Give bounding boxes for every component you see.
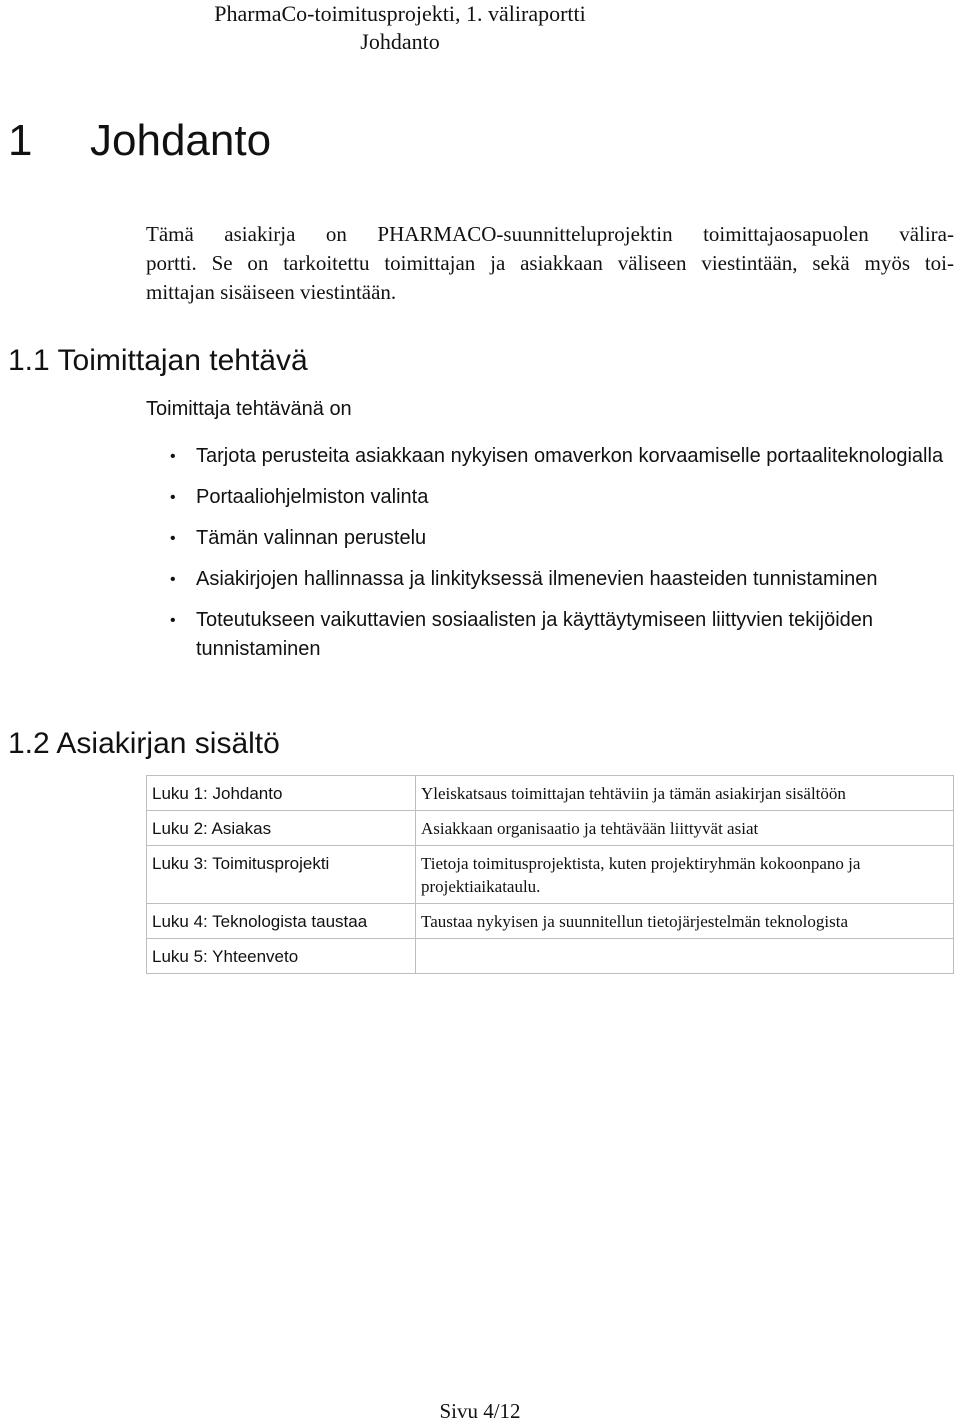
section-lead-text: Toimittaja tehtävänä on	[146, 398, 352, 420]
section-title: Asiakirjan sisältö	[56, 727, 280, 760]
table-cell-description: Asiakkaan organisaatio ja tehtävään liittyvät asiat	[416, 811, 954, 846]
table-cell-chapter: Luku 4: Teknologista taustaa	[147, 904, 416, 939]
section-number: 1.1	[8, 344, 50, 377]
page-number: Sivu 4/12	[439, 1399, 521, 1423]
task-list	[170, 442, 960, 676]
list-item	[170, 442, 960, 471]
table-cell-description: Taustaa nykyisen ja suunnitellun tietojärjestelmän teknologista	[416, 904, 954, 939]
table-row	[147, 811, 954, 846]
list-item	[170, 483, 960, 512]
table-cell-description: Yleiskatsaus toimittajan tehtäviin ja tämän asiakirjan sisältöön	[416, 776, 954, 811]
list-item	[170, 565, 960, 594]
contents-table	[146, 775, 954, 974]
intro-line: Tämä asiakirja on PHARMACO-suunnitteluprojektin toimittajaosapuolen välira-	[146, 222, 954, 246]
chapter-heading	[8, 113, 271, 169]
bullet-icon: •	[170, 612, 176, 629]
list-item-text: Tämän valinnan perustelu	[196, 527, 427, 549]
header-document-title: PharmaCo-toimitusprojekti, 1. väliraportti	[214, 1, 586, 26]
running-header	[0, 0, 800, 56]
chapter-number: 1	[8, 116, 33, 165]
intro-line: portti. Se on tarkoitettu toimittajan ja asiakkaan väliseen viestintään, sekä myös toi-	[146, 251, 954, 275]
section-title: Toimittajan tehtävä	[57, 344, 308, 377]
bullet-icon: •	[170, 448, 176, 465]
section-heading-1-2	[8, 725, 280, 763]
list-item-text: Toteutukseen vaikuttavien sosiaalisten ja käyttäytymiseen liittyvien tekijöiden tunnistaminen	[196, 609, 874, 660]
bullet-icon: •	[170, 571, 176, 588]
table-row	[147, 939, 954, 974]
section-heading-1-1	[8, 342, 308, 380]
bullet-icon: •	[170, 530, 176, 547]
list-item-text: Asiakirjojen hallinnassa ja linkityksessä ilmenevien haasteiden tunnistaminen	[196, 568, 878, 590]
header-chapter-title: Johdanto	[360, 29, 440, 54]
section-number: 1.2	[8, 727, 50, 760]
list-item-text: Tarjota perusteita asiakkaan nykyisen omaverkon korvaamiselle portaaliteknologialla	[196, 445, 944, 467]
intro-line: mittajan sisäiseen viestintään.	[146, 280, 397, 304]
list-item	[170, 606, 960, 664]
bullet-icon: •	[170, 489, 176, 506]
intro-paragraph	[146, 220, 954, 307]
table-cell-chapter: Luku 1: Johdanto	[147, 776, 416, 811]
table-cell-chapter: Luku 2: Asiakas	[147, 811, 416, 846]
table-cell-chapter: Luku 5: Yhteenveto	[147, 939, 416, 974]
table-cell-chapter: Luku 3: Toimitusprojekti	[147, 846, 416, 904]
table-row	[147, 904, 954, 939]
table-row	[147, 776, 954, 811]
list-item-text: Portaaliohjelmiston valinta	[196, 486, 429, 508]
list-item	[170, 524, 960, 553]
table-row	[147, 846, 954, 904]
table-cell-description	[416, 939, 954, 974]
chapter-title: Johdanto	[90, 116, 272, 165]
table-cell-description: Tietoja toimitusprojektista, kuten projektiryhmän kokoonpano ja projektiaikataulu.	[416, 846, 954, 904]
